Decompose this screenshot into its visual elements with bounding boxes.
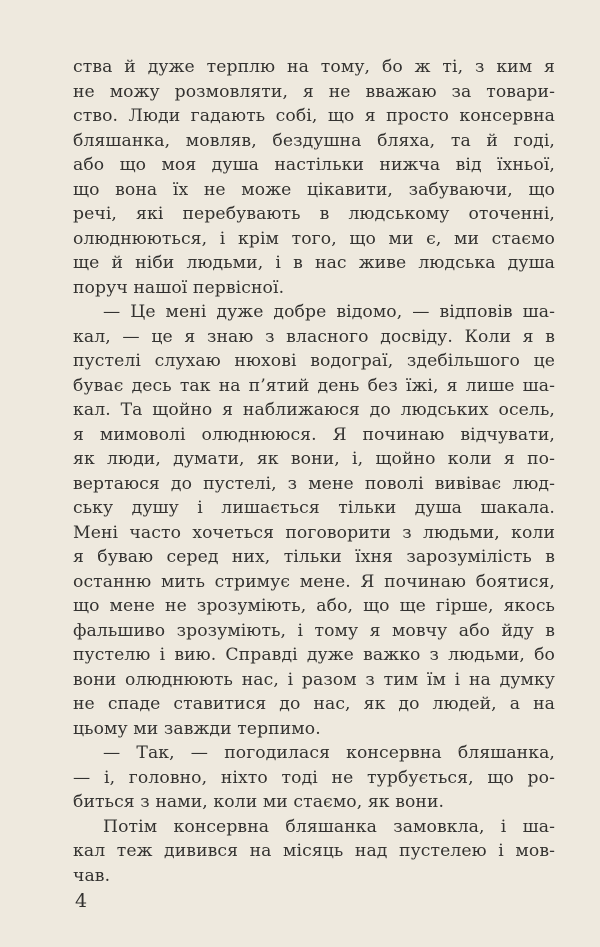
- text-line: останню мить стримує мене. Я починаю боятися,: [73, 571, 555, 592]
- text-line: Мені часто хочеться поговорити з людьми, коли: [73, 522, 555, 543]
- text-line: поруч нашої первісної.: [73, 277, 285, 298]
- text-line: ще й ніби людьми, і в нас живе людська душа: [73, 253, 555, 273]
- text-line: — Так, — погодилася консервна бляшанка,: [103, 743, 555, 763]
- text-line: олюднюються, і крім того, що ми є, ми стаємо: [73, 228, 555, 249]
- text-line: кал, — це я знаю з власного досвіду. Коли я в: [73, 326, 555, 347]
- book-page-text: [73, 55, 555, 888]
- text-line: фальшиво зрозуміють, і тому я мовчу або йду в: [73, 620, 555, 641]
- text-line: пустелю і вию. Справді дуже важко з людьми, бо: [73, 645, 555, 665]
- paragraph: [73, 815, 555, 889]
- text-line: пустелі слухаю нюхові водограї, здебільшого це: [73, 351, 555, 371]
- text-line: — і, головно, ніхто тоді не турбується, що ро-: [73, 767, 555, 788]
- paragraph: [73, 55, 555, 300]
- text-line: що вона їх не може цікавити, забуваючи, що: [73, 179, 555, 200]
- text-line: що мене не зрозуміють, або, що ще гірше, якось: [73, 596, 555, 616]
- text-line: речі, які перебувають в людському оточенні,: [73, 204, 555, 224]
- paragraph: [73, 300, 555, 741]
- text-line: кал. Та щойно я наближаюся до людських осель,: [73, 400, 555, 420]
- text-line: не можу розмовляти, я не вважаю за товари-: [73, 81, 555, 102]
- text-line: як люди, думати, як вони, і, щойно коли я по-: [73, 449, 555, 469]
- text-line: кал теж дивився на місяць над пустелею і мов-: [73, 841, 555, 861]
- page-number: 4: [75, 890, 88, 912]
- text-line: я буваю серед них, тільки їхня зарозумілість в: [73, 547, 555, 567]
- text-line: Потім консервна бляшанка замовкла, і ша-: [103, 816, 555, 837]
- text-line: ства й дуже терплю на тому, бо ж ті, з ким я: [73, 57, 555, 77]
- text-line: цьому ми завжди терпимо.: [73, 718, 321, 739]
- paragraph: [73, 741, 555, 815]
- text-line: не спаде ставитися до нас, як до людей, а на: [73, 694, 555, 714]
- text-line: я мимоволі олюднююся. Я починаю відчувати,: [73, 424, 555, 445]
- text-line: ство. Люди гадають собі, що я просто консервна: [73, 106, 555, 126]
- text-line: буває десь так на п’ятий день без їжі, я лише ша-: [73, 375, 555, 396]
- text-line: вертаюся до пустелі, з мене поволі вивіває люд-: [73, 473, 555, 494]
- text-line: вони олюднюють нас, і разом з тим їм і на думку: [73, 669, 555, 690]
- text-line: чав.: [73, 865, 111, 886]
- text-line: або що моя душа настільки нижча від їхньої,: [73, 155, 555, 175]
- text-line: бляшанка, мовляв, бездушна бляха, та й годі,: [73, 130, 555, 151]
- text-line: биться з нами, коли ми стаємо, як вони.: [73, 792, 445, 812]
- text-line: — Це мені дуже добре відомо, — відповів ша-: [103, 302, 555, 322]
- text-line: ську душу і лишається тільки душа шакала.: [73, 498, 555, 518]
